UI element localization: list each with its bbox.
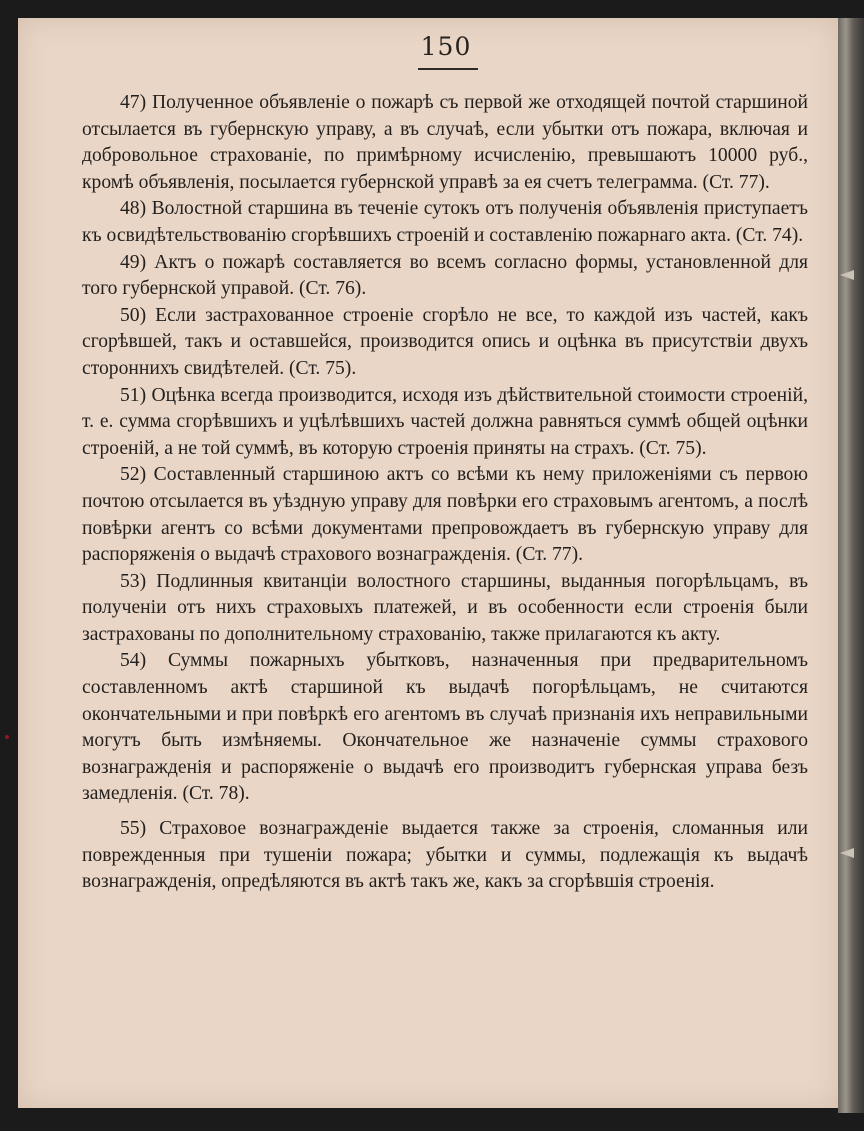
- paragraph-55: 55) Страховое вознагражденіе выдается также за строенія, сломанныя или поврежденныя при тушеніи пожара; убытки и суммы, подлежащія къ выдачѣ вознагражденія, опредѣляются въ актѣ такъ же, какъ за сгорѣвшія строенія.: [82, 818, 808, 893]
- paragraph-54: 54) Суммы пожарныхъ убытковъ, назначенныя при предварительномъ составленномъ актѣ старшиной къ выдачѣ погорѣльцамъ, не считаются окончательными и при повѣркѣ его агентомъ въ случаѣ признанія ихъ неправильными могутъ быть измѣняемы. Окончательное же назначеніе суммы страхового вознагражденія и распоряженіе о выдачѣ его производитъ губернская управа безъ замедленія. (Ст. 78).: [82, 650, 808, 805]
- scan-mark: [5, 735, 9, 739]
- book-edge: [838, 18, 864, 1113]
- body-text: [82, 90, 808, 896]
- paragraph-52: 52) Составленный старшиною актъ со всѣми къ нему приложеніями съ первою почтою отсылается въ уѣздную управу для повѣрки его страховымъ агентомъ, а послѣ повѣрки агентъ со всѣми документами препровождаетъ въ губернскую управу для распоряженія о выдачѣ страхового вознагражденія. (Ст. 77).: [82, 464, 808, 566]
- paragraph-51: 51) Оцѣнка всегда производится, исходя изъ дѣйствительной стоимости строеній, т. е. сумма сгорѣвшихъ и уцѣлѣвшихъ частей должна равняться суммѣ общей оцѣнки строеній, а не той суммѣ, въ которую строенія приняты на страхъ. (Ст. 75).: [82, 384, 808, 459]
- paragraph-48: 48) Волостной старшина въ теченіе сутокъ отъ полученія объявленія приступаетъ къ освидѣтельствованію сгорѣвшихъ строеній и составленію пожарнаго акта. (Ст. 74).: [82, 198, 808, 246]
- page-number: 150: [420, 32, 472, 61]
- paragraph-50: 50) Если застрахованное строеніе сгорѣло не все, то каждой изъ частей, какъ сгорѣвшей, такъ и оставшейся, производится опись и оцѣнка въ присутствіи двухъ стороннихъ свидѣтелей. (Ст. 75).: [82, 304, 808, 379]
- page-number-underline: [418, 68, 478, 70]
- paragraph-53: 53) Подлинныя квитанціи волостного старшины, выданныя погорѣльцамъ, въ полученіи отъ нихъ страховыхъ платежей, и въ особенности если строенія были застрахованы по дополнительному страхованію, также прилагаются къ акту.: [82, 570, 808, 645]
- paragraph-47: 47) Полученное объявленіе о пожарѣ съ первой же отходящей почтой старшиной отсылается въ губернскую управу, а въ случаѣ, если убытки отъ пожара, включая и добровольное страхованіе, по примѣрному исчисленію, превышаютъ 10000 руб., кромѣ объявленія, посылается губернской управѣ за ея счетъ телеграмма. (Ст. 77).: [82, 92, 808, 193]
- paragraph-49: 49) Актъ о пожарѣ составляется во всемъ согласно формы, установленной для того губернской управой. (Ст. 76).: [82, 251, 808, 300]
